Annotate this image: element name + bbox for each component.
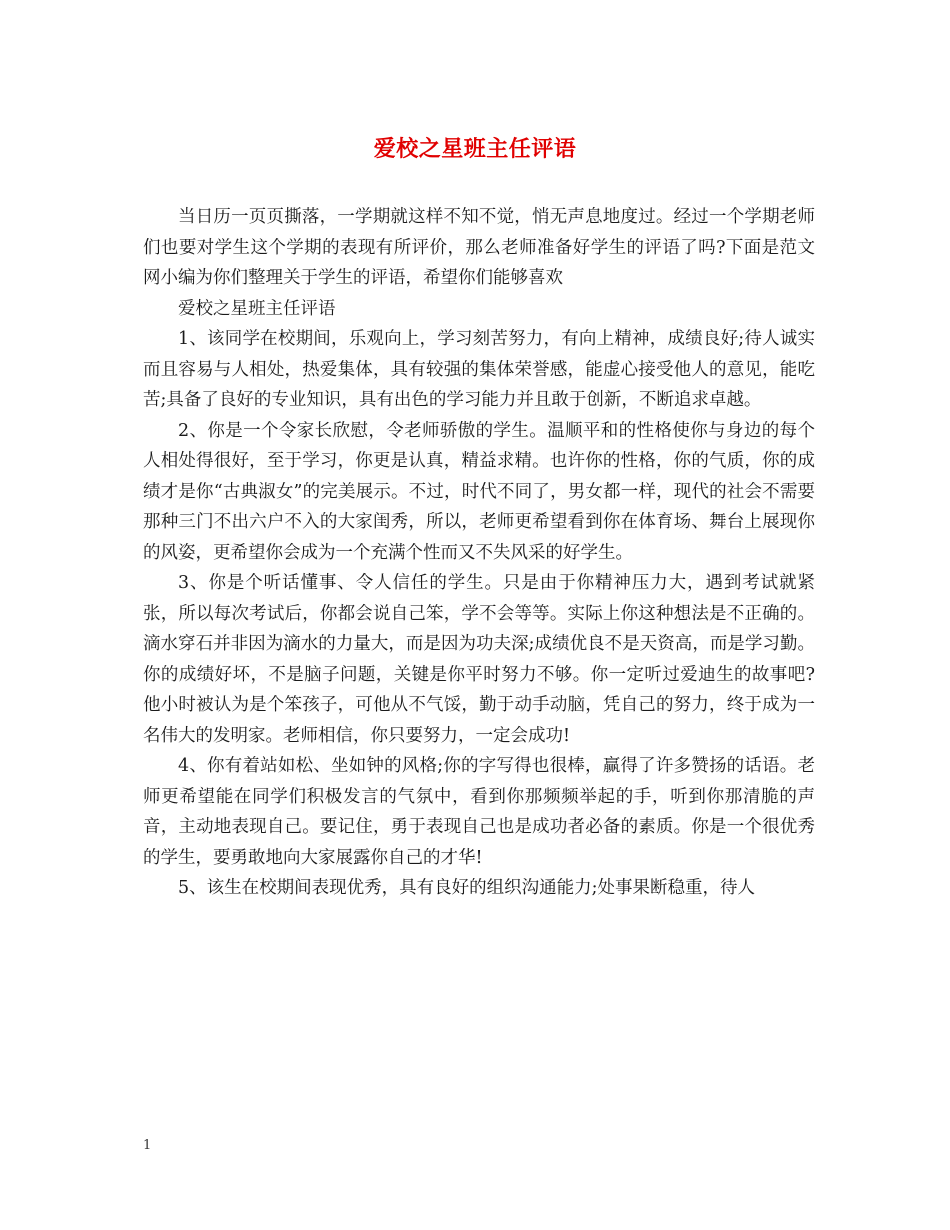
- page-number: 1: [143, 1138, 152, 1153]
- page-title: 爱校之星班主任评语: [373, 136, 577, 162]
- comment-paragraph-1: 1、该同学在校期间，乐观向上，学习刻苦努力，有向上精神，成绩良好;待人诚实而且容易与人相处，热爱集体，具有较强的集体荣誉感，能虚心接受他人的意见，能吃苦;具备了良好的专业知识，具有出色的学习能力并且敢于创新，不断追求卓越。: [143, 329, 815, 410]
- comment-paragraph-5: 5、该生在校期间表现优秀，具有良好的组织沟通能力;处事果断稳重，待人: [178, 878, 756, 898]
- comment-paragraph-3: 3、你是个听话懂事、令人信任的学生。只是由于你精神压力大，遇到考试就紧张，所以每次考试后，你都会说自己笨，学不会等等。实际上你这种想法是不正确的。滴水穿石并非因为滴水的力量大，而是因为功夫深;成绩优良不是天资高，而是学习勤。你的成绩好坏，不是脑子问题，关键是你平时努力不够。你一定听过爱迪生的故事吧?他小时被认为是个笨孩子，可他从不气馁，勤于动手动脑，凭自己的努力，终于成为一名伟大的发明家。老师相信，你只要努力，一定会成功!: [143, 573, 815, 746]
- section-heading: 爱校之星班主任评语: [178, 298, 336, 319]
- intro-paragraph: 当日历一页页撕落，一学期就这样不知不觉，悄无声息地度过。经过一个学期老师们也要对学生这个学期的表现有所评价，那么老师准备好学生的评语了吗?下面是范文网小编为你们整理关于学生的评语，希望你们能够喜欢: [143, 207, 815, 288]
- document-body: [143, 202, 815, 904]
- comment-paragraph-2: 2、你是一个令家长欣慰，令老师骄傲的学生。温顺平和的性格使你与身边的每个人相处得很好，至于学习，你更是认真，精益求精。也许你的性格，你的气质，你的成绩才是你“古典淑女”的完美展示。不过，时代不同了，男女都一样，现代的社会不需要那种三门不出六户不入的大家闺秀，所以，老师更希望看到你在体育场、舞台上展现你的风姿，更希望你会成为一个充满个性而又不失风采的好学生。: [143, 420, 815, 563]
- comment-paragraph-4: 4、你有着站如松、坐如钟的风格;你的字写得也很棒，赢得了许多赞扬的话语。老师更希望能在同学们积极发言的气氛中，看到你那频频举起的手，听到你那清脆的声音，主动地表现自己。要记住，勇于表现自己也是成功者必备的素质。你是一个很优秀的学生，要勇敢地向大家展露你自己的才华!: [143, 756, 815, 868]
